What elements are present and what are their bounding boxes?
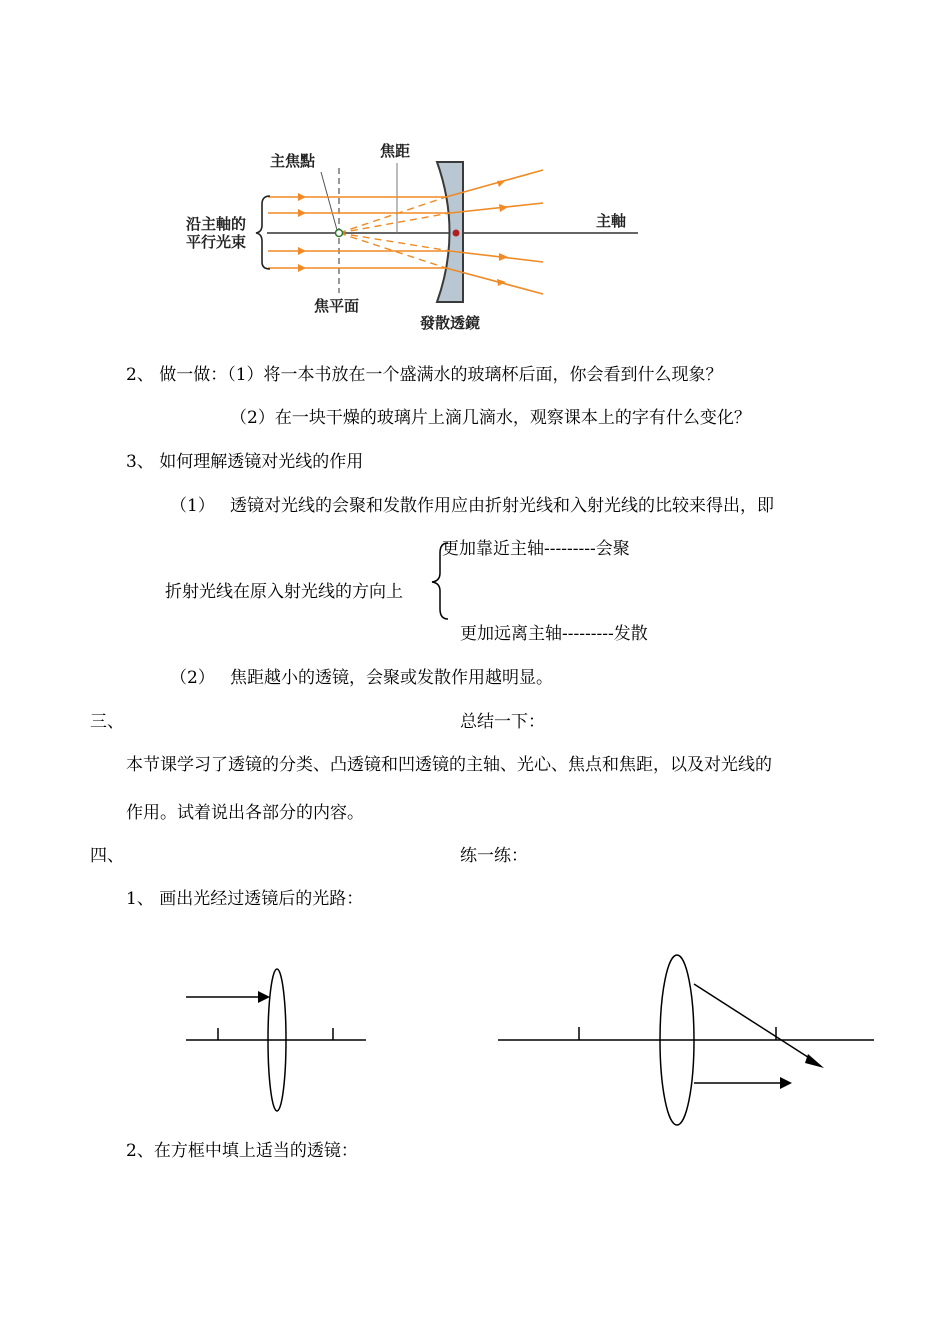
principal-focus-point — [336, 230, 343, 237]
virtual-ray-3 — [339, 233, 450, 251]
practice-title: 练一练： — [460, 846, 528, 866]
activity-line-2: （2）在一块干燥的玻璃片上滴几滴水，观察课本上的字有什么变化？ — [230, 408, 751, 428]
optical-center-point — [453, 230, 460, 237]
diverging-lens-diagram — [0, 0, 950, 340]
summary-number: 三、 — [90, 712, 124, 732]
section3-item1-num: （1） — [170, 496, 215, 516]
activity-line-1: 2、 做一做：（1）将一本书放在一个盛满水的玻璃杯后面，你会看到什么现象？ — [126, 365, 723, 385]
summary-para-line-2: 作用。试着说出各部分的内容。 — [126, 803, 364, 823]
diverging-lens-label: 發散透鏡 — [420, 314, 481, 332]
parallel-beam-label-1: 沿主軸的 — [186, 215, 247, 233]
brace-top-text: 更加靠近主轴---------会聚 — [442, 539, 630, 559]
practice-question-1: 1、 画出光经过透镜后的光路： — [126, 889, 364, 909]
virtual-ray-1 — [339, 197, 446, 233]
practice-number: 四、 — [90, 846, 124, 866]
summary-title: 总结一下： — [460, 712, 545, 732]
section3-item1-text: 透镜对光线的会聚和发散作用应由折射光线和入射光线的比较来得出，即 — [230, 496, 774, 516]
principal-axis-label: 主軸 — [596, 212, 627, 230]
exercise-lens-diagram-1 — [180, 960, 380, 1120]
exercise-lens-diagram-2 — [492, 950, 882, 1130]
brace-left-text: 折射光线在原入射光线的方向上 — [165, 582, 403, 602]
brace-bottom-text: 更加远离主轴---------发散 — [460, 624, 648, 644]
summary-para-line-1: 本节课学习了透镜的分类、凸透镜和凹透镜的主轴、光心、焦点和焦距，以及对光线的 — [126, 755, 772, 775]
principal-focus-label: 主焦點 — [270, 152, 316, 170]
section3-brace — [428, 541, 452, 621]
virtual-ray-2 — [339, 213, 450, 233]
section3-heading: 3、 如何理解透镜对光线的作用 — [126, 452, 364, 472]
focal-plane-label: 焦平面 — [314, 297, 360, 315]
principal-focus-leader — [321, 172, 337, 230]
focal-length-label: 焦距 — [380, 142, 411, 160]
section3-item2-text: 焦距越小的透镜，会聚或发散作用越明显。 — [230, 668, 553, 688]
parallel-beam-label-2: 平行光束 — [186, 233, 247, 251]
practice-question-2: 2、在方框中填上适当的透镜： — [126, 1141, 358, 1161]
section3-item2-num: （2） — [170, 668, 215, 688]
